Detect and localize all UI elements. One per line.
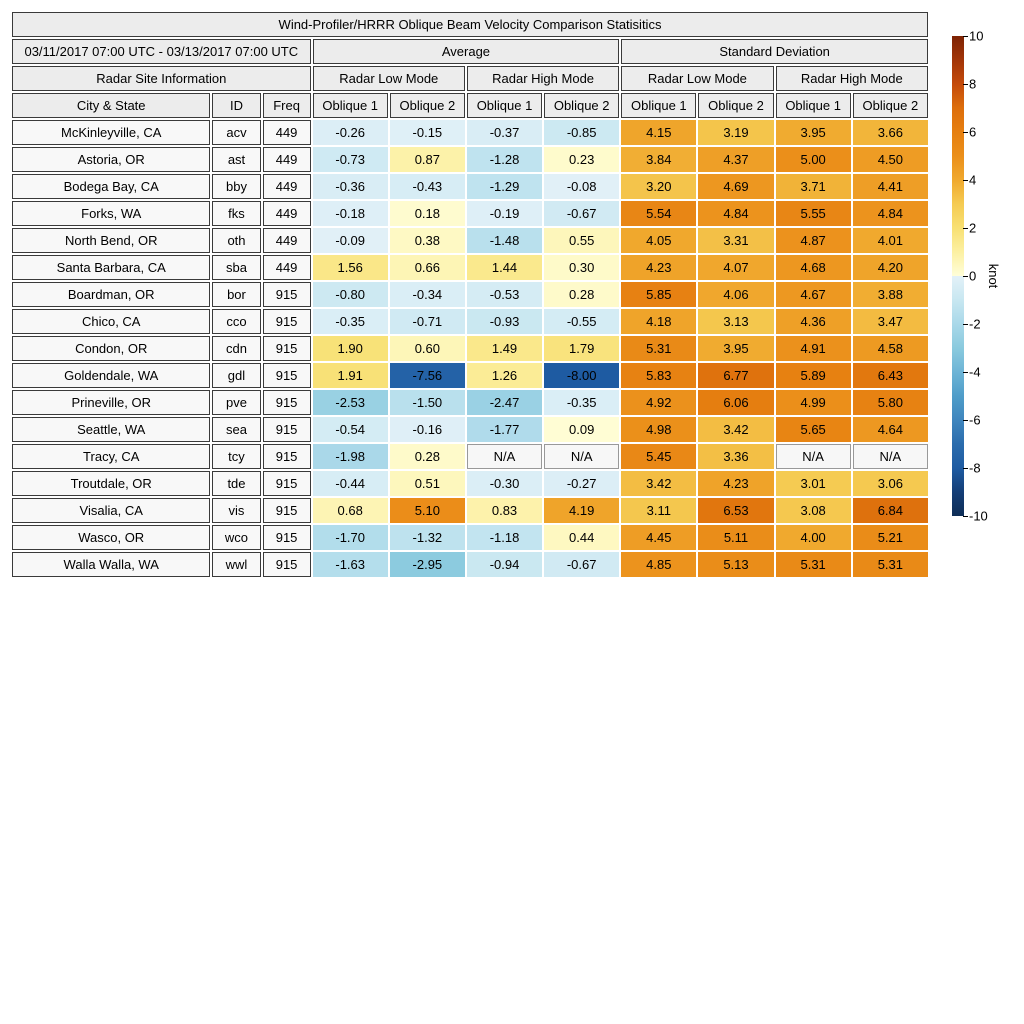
city-state-cell: Wasco, OR [12, 525, 210, 550]
col-header-oblique1: Oblique 1 [776, 93, 851, 118]
freq-cell: 915 [263, 417, 311, 442]
value-cell: -0.08 [544, 174, 619, 199]
value-cell: -0.35 [313, 309, 388, 334]
value-cell: 5.83 [621, 363, 696, 388]
value-cell: 1.56 [313, 255, 388, 280]
value-cell: -0.37 [467, 120, 542, 145]
value-cell: -0.19 [467, 201, 542, 226]
value-cell: -0.34 [390, 282, 465, 307]
table-row [12, 282, 928, 307]
value-cell: 5.45 [621, 444, 696, 469]
value-cell: 4.18 [621, 309, 696, 334]
value-cell: 4.23 [621, 255, 696, 280]
site-id-cell: wco [212, 525, 260, 550]
value-cell: 3.95 [776, 120, 851, 145]
value-cell-na: N/A [467, 444, 542, 469]
value-cell: 6.77 [698, 363, 773, 388]
value-cell: -0.35 [544, 390, 619, 415]
value-cell: 5.54 [621, 201, 696, 226]
value-cell: 4.19 [544, 498, 619, 523]
value-cell: 1.49 [467, 336, 542, 361]
freq-cell: 449 [263, 174, 311, 199]
col-header-oblique2: Oblique 2 [698, 93, 773, 118]
value-cell: 4.84 [698, 201, 773, 226]
colorbar-tick-label: 0 [969, 268, 977, 284]
value-cell: -1.18 [467, 525, 542, 550]
table-row [12, 309, 928, 334]
value-cell: -0.09 [313, 228, 388, 253]
colorbar-tick-mark [963, 468, 968, 469]
freq-cell: 915 [263, 525, 311, 550]
value-cell: 0.83 [467, 498, 542, 523]
value-cell: 4.99 [776, 390, 851, 415]
site-id-cell: vis [212, 498, 260, 523]
value-cell: 4.87 [776, 228, 851, 253]
value-cell: 3.06 [853, 471, 928, 496]
city-state-cell: Seattle, WA [12, 417, 210, 442]
table-row [12, 471, 928, 496]
value-cell: 0.23 [544, 147, 619, 172]
table-row [12, 147, 928, 172]
table-row [12, 255, 928, 280]
mode-header-avg-high: Radar High Mode [467, 66, 619, 91]
value-cell: 3.08 [776, 498, 851, 523]
table-row [12, 498, 928, 523]
colorbar-tick-mark [963, 276, 968, 277]
colorbar-tick-label: -8 [969, 460, 981, 476]
value-cell: 4.50 [853, 147, 928, 172]
date-range: 03/11/2017 07:00 UTC - 03/13/2017 07:00 UTC [12, 39, 311, 64]
value-cell: 0.55 [544, 228, 619, 253]
value-cell: -8.00 [544, 363, 619, 388]
colorbar-tick-label: 8 [969, 76, 977, 92]
value-cell: 6.84 [853, 498, 928, 523]
value-cell: 4.98 [621, 417, 696, 442]
value-cell: -1.48 [467, 228, 542, 253]
value-cell: -0.93 [467, 309, 542, 334]
value-cell: -0.53 [467, 282, 542, 307]
freq-cell: 449 [263, 228, 311, 253]
value-cell: -1.70 [313, 525, 388, 550]
value-cell: 0.18 [390, 201, 465, 226]
value-cell: -2.95 [390, 552, 465, 577]
value-cell: -0.15 [390, 120, 465, 145]
value-cell: -0.55 [544, 309, 619, 334]
site-id-cell: acv [212, 120, 260, 145]
value-cell: -0.94 [467, 552, 542, 577]
city-state-cell: Visalia, CA [12, 498, 210, 523]
value-cell: 4.85 [621, 552, 696, 577]
value-cell: 0.66 [390, 255, 465, 280]
value-cell: -0.71 [390, 309, 465, 334]
value-cell-na: N/A [544, 444, 619, 469]
freq-cell: 915 [263, 309, 311, 334]
value-cell: 3.66 [853, 120, 928, 145]
col-header-id: ID [212, 93, 260, 118]
col-header-oblique2: Oblique 2 [390, 93, 465, 118]
value-cell: -0.54 [313, 417, 388, 442]
city-state-cell: Walla Walla, WA [12, 552, 210, 577]
value-cell: -1.29 [467, 174, 542, 199]
column-header-row [12, 93, 928, 118]
city-state-cell: Bodega Bay, CA [12, 174, 210, 199]
value-cell: -1.77 [467, 417, 542, 442]
value-cell: 5.85 [621, 282, 696, 307]
value-cell: 3.11 [621, 498, 696, 523]
col-header-oblique1: Oblique 1 [621, 93, 696, 118]
colorbar-tick-label: -6 [969, 412, 981, 428]
value-cell: 5.00 [776, 147, 851, 172]
city-state-cell: Troutdale, OR [12, 471, 210, 496]
value-cell: 1.91 [313, 363, 388, 388]
value-cell: 5.10 [390, 498, 465, 523]
value-cell: 5.65 [776, 417, 851, 442]
value-cell: 1.79 [544, 336, 619, 361]
title-row [12, 12, 928, 37]
mode-header-std-high: Radar High Mode [776, 66, 928, 91]
site-id-cell: tcy [212, 444, 260, 469]
site-id-cell: fks [212, 201, 260, 226]
freq-cell: 915 [263, 471, 311, 496]
value-cell: -1.98 [313, 444, 388, 469]
value-cell: -2.53 [313, 390, 388, 415]
value-cell: 4.23 [698, 471, 773, 496]
value-cell: -1.63 [313, 552, 388, 577]
value-cell: 0.68 [313, 498, 388, 523]
value-cell: 3.84 [621, 147, 696, 172]
table-row [12, 552, 928, 577]
value-cell: 0.87 [390, 147, 465, 172]
value-cell: -0.44 [313, 471, 388, 496]
value-cell: 4.58 [853, 336, 928, 361]
value-cell: -0.67 [544, 201, 619, 226]
city-state-cell: Chico, CA [12, 309, 210, 334]
value-cell: 0.28 [544, 282, 619, 307]
value-cell: -0.16 [390, 417, 465, 442]
mode-header-avg-low: Radar Low Mode [313, 66, 465, 91]
value-cell: 4.15 [621, 120, 696, 145]
colorbar-tick-mark [963, 516, 968, 517]
value-cell: 5.55 [776, 201, 851, 226]
site-id-cell: cco [212, 309, 260, 334]
mode-header-row [12, 66, 928, 91]
table-row [12, 174, 928, 199]
colorbar-tick-mark [963, 84, 968, 85]
city-state-cell: Goldendale, WA [12, 363, 210, 388]
value-cell: 5.80 [853, 390, 928, 415]
value-cell: 4.92 [621, 390, 696, 415]
value-cell: -0.67 [544, 552, 619, 577]
freq-cell: 449 [263, 255, 311, 280]
site-id-cell: bby [212, 174, 260, 199]
value-cell: 1.44 [467, 255, 542, 280]
table-row [12, 201, 928, 226]
value-cell: 3.71 [776, 174, 851, 199]
value-cell: 5.31 [621, 336, 696, 361]
value-cell: 3.42 [698, 417, 773, 442]
value-cell: 3.42 [621, 471, 696, 496]
value-cell: 4.91 [776, 336, 851, 361]
freq-cell: 915 [263, 363, 311, 388]
value-cell: 6.53 [698, 498, 773, 523]
value-cell: 4.05 [621, 228, 696, 253]
site-id-cell: gdl [212, 363, 260, 388]
colorbar-tick-mark [963, 180, 968, 181]
section-header-radar-site-information: Radar Site Information [12, 66, 311, 91]
colorbar-tick-label: -4 [969, 364, 981, 380]
value-cell: 3.47 [853, 309, 928, 334]
value-cell: 0.28 [390, 444, 465, 469]
city-state-cell: Astoria, OR [12, 147, 210, 172]
col-header-oblique1: Oblique 1 [313, 93, 388, 118]
value-cell: 3.20 [621, 174, 696, 199]
value-cell: 4.67 [776, 282, 851, 307]
value-cell: 3.95 [698, 336, 773, 361]
value-cell: 4.07 [698, 255, 773, 280]
value-cell: 0.44 [544, 525, 619, 550]
comparison-statistics-table [10, 10, 930, 579]
freq-cell: 915 [263, 444, 311, 469]
col-header-city-state: City & State [12, 93, 210, 118]
site-id-cell: cdn [212, 336, 260, 361]
value-cell: -0.26 [313, 120, 388, 145]
colorbar-tick-mark [963, 420, 968, 421]
value-cell: 3.13 [698, 309, 773, 334]
col-header-freq: Freq [263, 93, 311, 118]
value-cell: -0.30 [467, 471, 542, 496]
value-cell: -0.73 [313, 147, 388, 172]
colorbar-tick-label: 10 [969, 28, 984, 44]
value-cell: 4.41 [853, 174, 928, 199]
site-id-cell: sba [212, 255, 260, 280]
value-cell: 6.43 [853, 363, 928, 388]
freq-cell: 449 [263, 120, 311, 145]
value-cell: 5.21 [853, 525, 928, 550]
site-id-cell: pve [212, 390, 260, 415]
colorbar-axis-label: knot [986, 263, 1001, 289]
value-cell: 3.31 [698, 228, 773, 253]
table-row [12, 390, 928, 415]
colorbar-tick-label: -2 [969, 316, 981, 332]
value-cell: 4.45 [621, 525, 696, 550]
value-cell: 0.09 [544, 417, 619, 442]
site-id-cell: tde [212, 471, 260, 496]
city-state-cell: McKinleyville, CA [12, 120, 210, 145]
table-row [12, 120, 928, 145]
value-cell: -0.27 [544, 471, 619, 496]
value-cell: 3.36 [698, 444, 773, 469]
value-cell: 3.19 [698, 120, 773, 145]
value-cell: 4.06 [698, 282, 773, 307]
value-cell: 4.37 [698, 147, 773, 172]
value-cell: -1.50 [390, 390, 465, 415]
value-cell: 0.30 [544, 255, 619, 280]
table-row [12, 228, 928, 253]
value-cell: -0.18 [313, 201, 388, 226]
freq-cell: 915 [263, 336, 311, 361]
value-cell: 4.00 [776, 525, 851, 550]
group-header-average: Average [313, 39, 620, 64]
value-cell: 0.60 [390, 336, 465, 361]
city-state-cell: Forks, WA [12, 201, 210, 226]
city-state-cell: Tracy, CA [12, 444, 210, 469]
col-header-oblique1: Oblique 1 [467, 93, 542, 118]
city-state-cell: North Bend, OR [12, 228, 210, 253]
colorbar-tick-label: 6 [969, 124, 977, 140]
col-header-oblique2: Oblique 2 [544, 93, 619, 118]
table-row [12, 525, 928, 550]
site-id-cell: ast [212, 147, 260, 172]
col-header-oblique2: Oblique 2 [853, 93, 928, 118]
colorbar-tick-mark [963, 372, 968, 373]
city-state-cell: Santa Barbara, CA [12, 255, 210, 280]
value-cell: 4.01 [853, 228, 928, 253]
value-cell: -1.28 [467, 147, 542, 172]
value-cell: -0.80 [313, 282, 388, 307]
table-row [12, 363, 928, 388]
value-cell: 1.26 [467, 363, 542, 388]
freq-cell: 449 [263, 147, 311, 172]
city-state-cell: Prineville, OR [12, 390, 210, 415]
value-cell: -0.36 [313, 174, 388, 199]
value-cell: 5.89 [776, 363, 851, 388]
value-cell: 4.20 [853, 255, 928, 280]
table-row [12, 444, 928, 469]
value-cell-na: N/A [853, 444, 928, 469]
colorbar-tick-label: -10 [969, 508, 988, 524]
freq-cell: 449 [263, 201, 311, 226]
group-header-standard-deviation: Standard Deviation [621, 39, 928, 64]
value-cell: 3.01 [776, 471, 851, 496]
group-header-row [12, 39, 928, 64]
table-row [12, 336, 928, 361]
value-cell: 5.31 [853, 552, 928, 577]
site-id-cell: sea [212, 417, 260, 442]
value-cell: 4.64 [853, 417, 928, 442]
value-cell: 5.11 [698, 525, 773, 550]
freq-cell: 915 [263, 390, 311, 415]
site-id-cell: oth [212, 228, 260, 253]
value-cell: 0.38 [390, 228, 465, 253]
freq-cell: 915 [263, 498, 311, 523]
site-id-cell: wwl [212, 552, 260, 577]
colorbar-tick-mark [963, 36, 968, 37]
freq-cell: 915 [263, 552, 311, 577]
value-cell: -1.32 [390, 525, 465, 550]
value-cell: 5.31 [776, 552, 851, 577]
city-state-cell: Boardman, OR [12, 282, 210, 307]
colorbar-tick-mark [963, 132, 968, 133]
value-cell: -0.43 [390, 174, 465, 199]
value-cell: 6.06 [698, 390, 773, 415]
colorbar-tick-label: 2 [969, 220, 977, 236]
value-cell: 5.13 [698, 552, 773, 577]
colorbar-tick-mark [963, 228, 968, 229]
freq-cell: 915 [263, 282, 311, 307]
value-cell: 4.69 [698, 174, 773, 199]
value-cell: 4.68 [776, 255, 851, 280]
value-cell: 4.84 [853, 201, 928, 226]
value-cell: 3.88 [853, 282, 928, 307]
value-cell: -0.85 [544, 120, 619, 145]
value-cell: 0.51 [390, 471, 465, 496]
value-cell: -2.47 [467, 390, 542, 415]
value-cell-na: N/A [776, 444, 851, 469]
value-cell: 1.90 [313, 336, 388, 361]
mode-header-std-low: Radar Low Mode [621, 66, 773, 91]
colorbar-tick-mark [963, 324, 968, 325]
table-title: Wind-Profiler/HRRR Oblique Beam Velocity Comparison Statisitics [12, 12, 928, 37]
site-id-cell: bor [212, 282, 260, 307]
table-row [12, 417, 928, 442]
city-state-cell: Condon, OR [12, 336, 210, 361]
value-cell: -7.56 [390, 363, 465, 388]
value-cell: 4.36 [776, 309, 851, 334]
colorbar-tick-label: 4 [969, 172, 977, 188]
